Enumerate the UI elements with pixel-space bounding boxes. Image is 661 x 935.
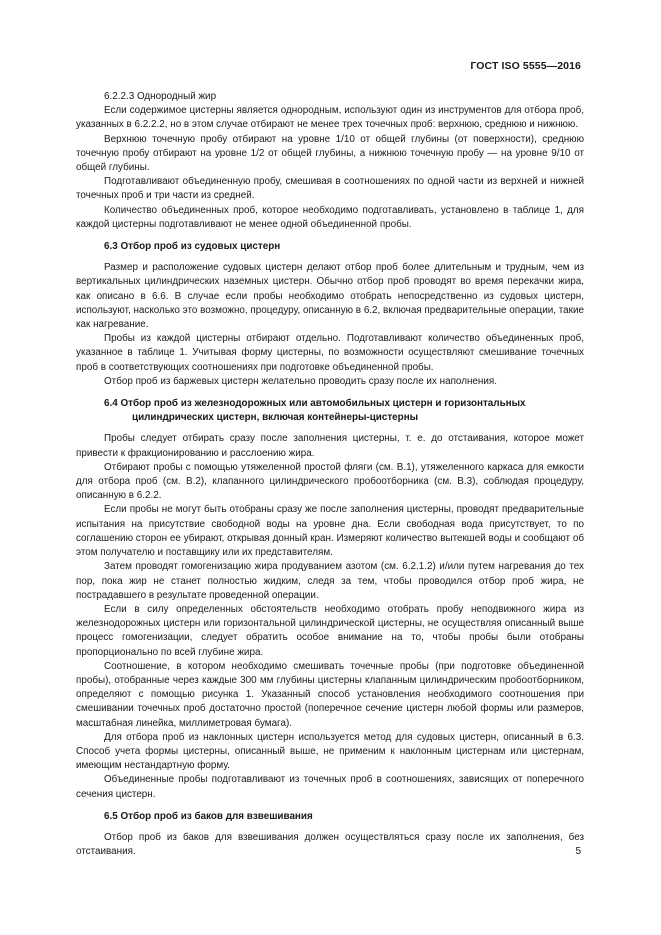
section-heading-6-4: 6.4 Отбор проб из железнодорожных или автомобильных цистерн и горизонтальных цилиндрических цистерн, включая контейнеры-цистерны — [104, 398, 526, 424]
paragraph: Соотношение, в котором необходимо смешивать точечные пробы (при подготовке объединенной пробы), отобранные через каждые 300 мм глубины цистерны клапанным цилиндрическим пробоотборником, определяют с помощью рисунка 1. Указанный способ установления необходимого соотношения при смешивании точечных проб достаточно простой (поперечное сечение цистерн любой формы или размеров, масштабная линейка, миллиметровая бумага). — [76, 660, 584, 729]
paragraph: Объединенные пробы подготавливают из точечных проб в соотношениях, зависящих от поперечного сечения цистерн. — [76, 774, 584, 800]
paragraph: Подготавливают объединенную пробу, смешивая в соотношениях по одной части из верхней и нижней точечных проб и три части из средней. — [76, 176, 584, 202]
paragraph: Для отбора проб из наклонных цистерн используется метод для судовых цистерн, описанный в 6.3. Способ учета формы цистерны, описанный выше, не применим к наклонным цистернам или цистернам, имеющим нестандартную форму. — [76, 731, 584, 772]
subsection-heading-6-2-2-3: 6.2.2.3 Однородный жир — [104, 91, 217, 102]
document-body — [76, 90, 584, 859]
paragraph: Количество объединенных проб, которое необходимо подготавливать, установлено в таблице 1, для каждой цистерны подготавливают не менее одной объединенной пробы. — [76, 204, 584, 230]
paragraph: Отбирают пробы с помощью утяжеленной простой фляги (см. В.1), утяжеленного каркаса для емкости для отбора проб (см. В.2), клапанного цилиндрического пробоотборника (см. В.3), соблюдая процедуру, описанную в 6.2.2. — [76, 461, 584, 502]
paragraph: Отбор проб из баков для взвешивания должен осуществляться сразу после их заполнения, без отстаивания. — [76, 831, 584, 858]
paragraph: Пробы из каждой цистерны отбирают отдельно. Подготавливают количество объединенных проб, указанное в таблице 1. Учитывая форму цистерны, по возможности осуществляют смешивание точечных проб в соответствующих соотношениях при подготовке объединенной пробы. — [76, 333, 584, 373]
paragraph: Отбор проб из баржевых цистерн желательно проводить сразу после их наполнения. — [104, 375, 497, 387]
paragraph: Верхнюю точечную пробу отбирают на уровне 1/10 от общей глубины (от поверхности), среднюю точечную пробу отбирают на уровне 1/2 от общей глубины, а нижнюю точечную пробу — на уровне 9/10 от общей глубины. — [76, 133, 584, 174]
paragraph: Если содержимое цистерны является однородным, используют один из инструментов для отбора проб, указанных в 6.2.2.2, но в этом случае отбирают не менее трех точечных проб: верхнюю, среднюю и нижнюю. — [76, 105, 584, 131]
paragraph: Если в силу определенных обстоятельств необходимо отобрать пробу неподвижного жира из железнодорожных цистерн или горизонтальной цилиндрической цистерны, не осуществляя описанный выше процесс гомогенизации, следует обратить особое внимание на то, чтобы пробы были отобраны пропорционально по всей глубине жира. — [76, 603, 584, 658]
page-number: 5 — [575, 846, 581, 857]
section-heading-6-5: 6.5 Отбор проб из баков для взвешивания — [104, 810, 313, 822]
document-header-id: ГОСТ ISO 5555—2016 — [470, 60, 581, 72]
paragraph: Если пробы не могут быть отобраны сразу же после заполнения цистерны, проводят предварительные испытания на присутствие свободной воды на уровне дна. Если свободная вода присутствует, то по соглашению сторон ее убирают, открывая донный кран. Измеряют количество вытекшей воды и сообщают об этом получателю и поставщику или их представителям. — [76, 504, 584, 559]
paragraph: Пробы следует отбирать сразу после заполнения цистерны, т. е. до отстаивания, которое может привести к фракционированию и расслоению жира. — [76, 433, 584, 459]
section-heading-6-3: 6.3 Отбор проб из судовых цистерн — [104, 241, 281, 253]
paragraph: Размер и расположение судовых цистерн делают отбор проб более длительным и трудным, чем из вертикальных цилиндрических наземных цистерн. Обычно отбор проб проводят во время перекачки жира, как описано в 6.6. В случае если пробы необходимо отобрать непосредственно из судовых цистерн, используют, насколько это возможно, процедуру, описанную в 6.2, включая предварительные операции, такие как нагревание. — [76, 262, 584, 331]
paragraph: Затем проводят гомогенизацию жира продуванием азотом (см. 6.2.1.2) и/или путем нагревания до тех пор, пока жир не станет полностью жидким, следя за тем, чтобы проводился отбор проб жира, не пострадавшего в результате проведенной операции. — [76, 561, 584, 601]
